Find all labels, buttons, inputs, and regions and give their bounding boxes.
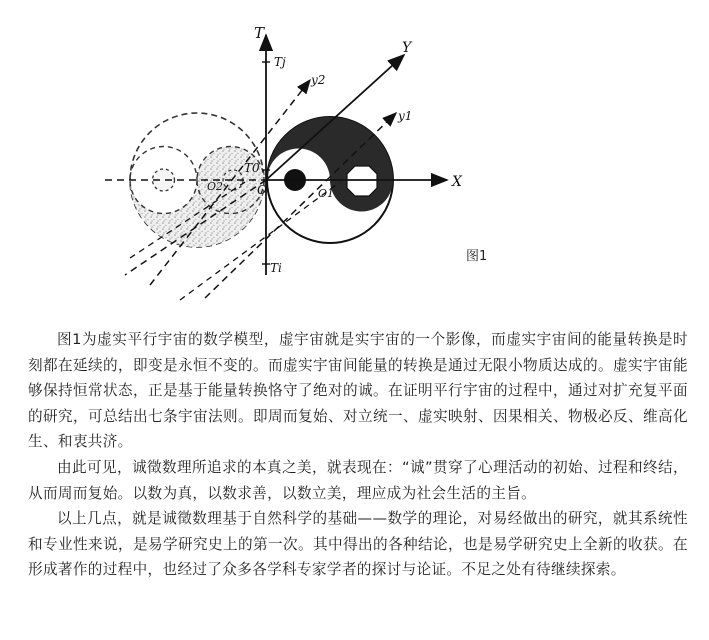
o2-label: O2: [207, 180, 224, 193]
ti-label: Ti: [270, 261, 282, 275]
y1-label: y1: [398, 109, 413, 123]
o1-label: O1: [318, 187, 335, 200]
t0-label: T0: [244, 161, 260, 175]
paragraph-2: 由此可见，诚徵数理所追求的本真之美，就表现在：“诚”贯穿了心理活动的初始、过程和终结，从而周而复始。以数为真，以数求善，以数立美，理应成为社会生活的主旨。: [28, 458, 688, 502]
paragraph-1: 图1为虚实平行宇宙的数学模型，虚宇宙就是实宇宙的一个影像，而虚实宇宙间的能量转换是时刻都在延续的，即变是永恒不变的。而虚实宇宙间能量的转换是通过无限小物质达成的。虚实宇宙能够保持恒常状态，正是基于能量转换恪守了绝对的诚。在证明平行宇宙的过程中，通过对扩充复平面的研究，可总结出七条宇宙法则。即周而复始、对立统一、虚实映射、因果相关、物极必反、维高化生、和衷共济。: [28, 331, 688, 451]
tj-label: Tj: [274, 55, 286, 69]
body-text: [28, 327, 688, 583]
y-axis-label: Y: [402, 40, 412, 56]
figure-caption: 图1: [466, 249, 488, 264]
paragraph-3: 以上几点，就是诚徵数理基于自然科学的基础——数学的理论，对易经做出的研究，就其系统性和专业性来说，是易学研究史上的第一次。其中得出的各种结论，也是易学研究史上全新的收获。在形成著作的过程中，也经过了众多各学科专家学者的探讨与论证。不足之处有待继续探索。: [28, 510, 688, 579]
t-axis-label: T: [254, 24, 265, 42]
origin-label: O: [257, 183, 267, 197]
x-axis-label: X: [452, 174, 462, 190]
y2-label: y2: [311, 73, 326, 87]
